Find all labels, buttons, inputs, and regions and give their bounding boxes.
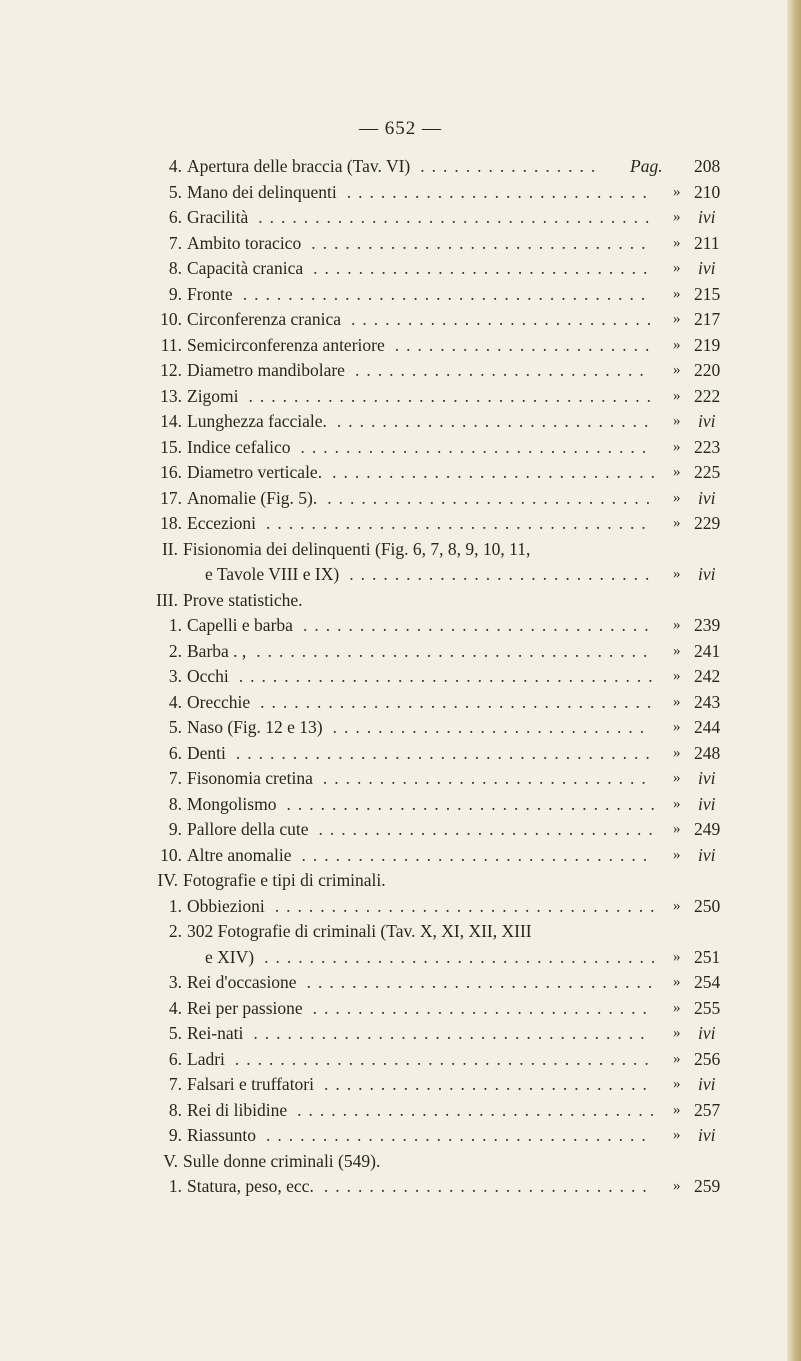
leader-dots: ............................. bbox=[322, 768, 653, 788]
ditto-mark: » bbox=[673, 362, 681, 378]
leader-dots: ............................ bbox=[336, 411, 656, 431]
toc-entry bbox=[0, 996, 801, 1020]
page-number-ref: ivi bbox=[698, 768, 716, 788]
entry-number: 11. bbox=[160, 334, 182, 355]
entry-title: e XIV) bbox=[205, 946, 255, 967]
leader-dots: .............................. bbox=[311, 232, 653, 253]
page-number-ref: 249 bbox=[694, 819, 721, 839]
ditto-mark: » bbox=[673, 744, 681, 761]
entry-number: 5. bbox=[168, 717, 182, 737]
page-number-ref: ivi bbox=[698, 844, 716, 865]
toc-entry bbox=[0, 1123, 801, 1147]
entry-number: 9. bbox=[168, 1125, 182, 1145]
page-number-ref: ivi bbox=[698, 487, 716, 508]
entry-title: Orecchie bbox=[187, 691, 251, 712]
page-number-ref: 225 bbox=[694, 462, 721, 482]
entry-title: Altre anomalie bbox=[187, 844, 292, 865]
ditto-mark: » bbox=[673, 668, 681, 684]
entry-title: Semicirconferenza anteriore bbox=[187, 334, 385, 355]
page-number-ref: ivi bbox=[698, 1125, 716, 1145]
ditto-mark: » bbox=[673, 821, 681, 837]
ditto-mark: » bbox=[673, 260, 681, 276]
page-number-ref: 211 bbox=[694, 232, 720, 253]
entry-number: 8. bbox=[168, 1099, 182, 1120]
page-number-ref: 250 bbox=[694, 895, 721, 916]
page-number-ref: ivi bbox=[698, 1074, 716, 1094]
toc-entry bbox=[0, 384, 801, 408]
entry-number: 12. bbox=[160, 360, 182, 380]
leader-dots: ............................ bbox=[332, 717, 652, 737]
entry-title: Rei d'occasione bbox=[187, 972, 297, 992]
entry-number: 3. bbox=[168, 666, 182, 686]
entry-title: Barba . , bbox=[187, 640, 247, 661]
leader-dots: ............................. bbox=[323, 1176, 654, 1196]
entry-title: Obbiezioni bbox=[187, 895, 265, 916]
toc-entry bbox=[0, 180, 801, 204]
section-numeral: II. bbox=[161, 538, 178, 559]
ditto-mark: » bbox=[673, 515, 681, 531]
entry-title: Ladri bbox=[187, 1048, 225, 1069]
leader-dots: .................................. bbox=[274, 895, 662, 916]
page-number-ref: 251 bbox=[694, 946, 721, 967]
entry-title: Denti bbox=[187, 742, 226, 763]
page-number-ref: 219 bbox=[694, 334, 721, 355]
entry-number: 1. bbox=[168, 895, 182, 916]
entry-number: 13. bbox=[160, 385, 182, 406]
toc-entry bbox=[0, 690, 801, 714]
ditto-mark: » bbox=[673, 795, 681, 812]
entry-title: Rei per passione bbox=[187, 997, 303, 1018]
toc-entry bbox=[0, 1021, 801, 1045]
toc-entry bbox=[0, 435, 801, 459]
toc-entry bbox=[0, 1174, 801, 1198]
toc-entry bbox=[0, 511, 801, 535]
page-number-ref: 229 bbox=[694, 513, 721, 533]
leader-dots: ..................................... bbox=[238, 666, 660, 686]
entry-number: 10. bbox=[160, 309, 182, 329]
leader-dots: .............................. bbox=[313, 258, 655, 278]
entry-title: Capelli e barba bbox=[187, 615, 293, 635]
toc-entry bbox=[0, 766, 801, 790]
entry-number: 2. bbox=[168, 640, 182, 661]
entry-title: Falsari e truffatori bbox=[187, 1074, 314, 1094]
entry-number: 9. bbox=[168, 819, 182, 839]
toc-entry bbox=[0, 868, 801, 892]
ditto-mark: » bbox=[673, 974, 681, 990]
ditto-mark: » bbox=[673, 1025, 681, 1041]
entry-number: 6. bbox=[168, 1048, 182, 1069]
toc-entry bbox=[0, 154, 801, 178]
leader-dots: .................................... bbox=[242, 283, 653, 304]
entry-title: Mano dei delinquenti bbox=[187, 181, 337, 202]
page-number-ref: 222 bbox=[694, 385, 721, 406]
leader-dots: .............................. bbox=[318, 819, 660, 839]
toc-entry bbox=[0, 358, 801, 382]
toc-entry bbox=[0, 256, 801, 280]
entry-number: 4. bbox=[168, 156, 182, 176]
toc-entry bbox=[0, 894, 801, 918]
page-number-ref: 241 bbox=[694, 640, 721, 661]
leader-dots: ................................... bbox=[258, 207, 657, 227]
page-number-ref: 217 bbox=[694, 309, 721, 329]
entry-number: 6. bbox=[168, 207, 182, 227]
entry-number: 4. bbox=[168, 691, 182, 712]
toc-entry bbox=[0, 970, 801, 994]
leader-dots: ............................... bbox=[301, 844, 655, 865]
page-number-ref: 254 bbox=[694, 972, 721, 992]
leader-dots: ................................... bbox=[260, 691, 659, 712]
entry-title: Fisionomia dei delinquenti (Fig. 6, 7, 8, 9, 10, 11, bbox=[183, 538, 531, 559]
entry-number: 8. bbox=[168, 793, 182, 814]
page-number-ref: ivi bbox=[698, 258, 716, 278]
leader-dots: ........................... bbox=[351, 309, 659, 329]
entry-number: 10. bbox=[160, 844, 182, 865]
page-number-ref: 220 bbox=[694, 360, 721, 380]
ditto-mark: » bbox=[673, 183, 681, 200]
page-number-ref: 208 bbox=[694, 156, 721, 176]
toc-entry bbox=[0, 231, 801, 255]
entry-number: 9. bbox=[168, 283, 182, 304]
entry-title: Eccezioni bbox=[187, 513, 256, 533]
entry-number: 18. bbox=[160, 513, 182, 533]
entry-title: Indice cefalico bbox=[187, 436, 291, 457]
ditto-mark: » bbox=[673, 1101, 681, 1118]
toc-entry bbox=[0, 945, 801, 969]
toc-entry bbox=[0, 715, 801, 739]
entry-title: Sulle donne criminali (549). bbox=[183, 1150, 381, 1171]
leader-dots: ........................... bbox=[349, 564, 657, 584]
entry-title: Prove statistiche. bbox=[183, 589, 303, 610]
leader-dots: ............................... bbox=[300, 436, 654, 457]
ditto-mark: » bbox=[673, 719, 681, 735]
toc-entry bbox=[0, 1098, 801, 1122]
entry-title: Capacità cranica bbox=[187, 258, 304, 278]
entry-title: Rei-nati bbox=[187, 1023, 244, 1043]
entry-title: Riassunto bbox=[187, 1125, 257, 1145]
entry-number: 14. bbox=[160, 411, 182, 431]
toc-entry bbox=[0, 205, 801, 229]
entry-title: Apertura delle braccia (Tav. VI) bbox=[187, 156, 411, 176]
toc-entry bbox=[0, 588, 801, 612]
page-number-ref: 223 bbox=[694, 436, 721, 457]
ditto-mark: » bbox=[673, 1050, 681, 1067]
toc-entry bbox=[0, 460, 801, 484]
toc-entry bbox=[0, 741, 801, 765]
ditto-mark: » bbox=[673, 1178, 681, 1194]
ditto-mark: » bbox=[673, 999, 681, 1016]
entry-number: 7. bbox=[168, 1074, 182, 1094]
ditto-mark: » bbox=[673, 566, 681, 582]
entry-number: 6. bbox=[168, 742, 182, 763]
leader-dots: ................................. bbox=[286, 793, 662, 814]
ditto-mark: » bbox=[673, 489, 681, 506]
ditto-mark: » bbox=[673, 311, 681, 327]
entry-title: 302 Fotografie di criminali (Tav. X, XI, XII, XIII bbox=[187, 921, 532, 941]
entry-title: Ambito toracico bbox=[187, 232, 302, 253]
ditto-mark: » bbox=[673, 1076, 681, 1092]
ditto-mark: » bbox=[673, 413, 681, 429]
entry-title: Lunghezza facciale. bbox=[187, 411, 327, 431]
toc-entry bbox=[0, 333, 801, 357]
toc-entry bbox=[0, 613, 801, 637]
ditto-mark: » bbox=[673, 693, 681, 710]
pag-label: Pag. bbox=[630, 156, 663, 176]
page-number-ref: ivi bbox=[698, 411, 716, 431]
toc-entry bbox=[0, 1047, 801, 1071]
toc-entry bbox=[0, 664, 801, 688]
entry-title: Occhi bbox=[187, 666, 229, 686]
leader-dots: .......................... bbox=[354, 360, 651, 380]
page-number-ref: ivi bbox=[698, 1023, 716, 1043]
leader-dots: ............................. bbox=[327, 487, 658, 508]
toc-entry bbox=[0, 817, 801, 841]
toc-entry bbox=[0, 919, 801, 943]
ditto-mark: » bbox=[673, 770, 681, 786]
entry-title: Fisonomia cretina bbox=[187, 768, 313, 788]
toc-entry bbox=[0, 307, 801, 331]
ditto-mark: » bbox=[673, 642, 681, 659]
entry-number: 7. bbox=[168, 232, 182, 253]
page-number-ref: 239 bbox=[694, 615, 721, 635]
entry-number: 17. bbox=[160, 487, 182, 508]
leader-dots: ..................................... bbox=[234, 1048, 656, 1069]
toc-entry bbox=[0, 282, 801, 306]
ditto-mark: » bbox=[673, 617, 681, 633]
entry-title: Gracilità bbox=[187, 207, 249, 227]
section-numeral: IV. bbox=[157, 870, 178, 890]
toc-entry bbox=[0, 639, 801, 663]
toc-entry bbox=[0, 409, 801, 433]
leader-dots: ................ bbox=[420, 156, 603, 176]
entry-title: Anomalie (Fig. 5). bbox=[187, 487, 318, 508]
entry-number: 15. bbox=[160, 436, 182, 457]
leader-dots: ............................... bbox=[306, 972, 660, 992]
entry-number: 1. bbox=[168, 1176, 182, 1196]
page-number-ref: 243 bbox=[694, 691, 721, 712]
page-number-ref: 244 bbox=[694, 717, 721, 737]
ditto-mark: » bbox=[673, 387, 681, 404]
page-number-ref: 255 bbox=[694, 997, 721, 1018]
page-number: — 652 — bbox=[359, 118, 442, 139]
leader-dots: ................................... bbox=[253, 1023, 652, 1043]
ditto-mark: » bbox=[673, 846, 681, 863]
ditto-mark: » bbox=[673, 464, 681, 480]
toc-entry bbox=[0, 562, 801, 586]
entry-number: 5. bbox=[168, 1023, 182, 1043]
entry-title: Circonferenza cranica bbox=[187, 309, 341, 329]
page-number-ref: 257 bbox=[694, 1099, 721, 1120]
leader-dots: ........................... bbox=[346, 181, 654, 202]
section-numeral: V. bbox=[163, 1150, 178, 1171]
leader-dots: .................................. bbox=[266, 1125, 653, 1145]
entry-title: e Tavole VIII e IX) bbox=[205, 564, 340, 584]
ditto-mark: » bbox=[673, 336, 681, 353]
ditto-mark: » bbox=[673, 285, 681, 302]
page-number-ref: 248 bbox=[694, 742, 721, 763]
entry-title: Zigomi bbox=[187, 385, 239, 406]
leader-dots: ................................... bbox=[264, 946, 663, 967]
page-number-ref: 242 bbox=[694, 666, 721, 686]
ditto-mark: » bbox=[673, 438, 681, 455]
entry-number: 3. bbox=[168, 972, 182, 992]
toc-entry bbox=[0, 1149, 801, 1173]
entry-title: Diametro verticale. bbox=[187, 462, 323, 482]
entry-title: Mongolismo bbox=[187, 793, 277, 814]
page-number-ref: ivi bbox=[698, 564, 716, 584]
entry-number: 4. bbox=[168, 997, 182, 1018]
entry-title: Rei di libidine bbox=[187, 1099, 288, 1120]
ditto-mark: » bbox=[673, 948, 681, 965]
entry-title: Fotografie e tipi di criminali. bbox=[183, 870, 386, 890]
toc-entry bbox=[0, 537, 801, 561]
ditto-mark: » bbox=[673, 234, 681, 251]
entry-number: 8. bbox=[168, 258, 182, 278]
page-number-ref: 256 bbox=[694, 1048, 721, 1069]
ditto-mark: » bbox=[673, 1127, 681, 1143]
entry-number: 16. bbox=[160, 462, 182, 482]
page-number-ref: 215 bbox=[694, 283, 721, 304]
page-number-ref: 210 bbox=[694, 181, 721, 202]
leader-dots: ..................................... bbox=[235, 742, 657, 763]
entry-title: Fronte bbox=[187, 283, 233, 304]
toc-entry bbox=[0, 1072, 801, 1096]
page-number-ref: ivi bbox=[698, 793, 716, 814]
entry-number: 7. bbox=[168, 768, 182, 788]
leader-dots: ............................... bbox=[302, 615, 656, 635]
leader-dots: ....................... bbox=[394, 334, 657, 355]
entry-title: Naso (Fig. 12 e 13) bbox=[187, 717, 323, 737]
toc-entry bbox=[0, 486, 801, 510]
toc-entry bbox=[0, 843, 801, 867]
leader-dots: .................................... bbox=[248, 385, 659, 406]
leader-dots: ............................. bbox=[324, 1074, 654, 1094]
entry-number: 5. bbox=[168, 181, 182, 202]
ditto-mark: » bbox=[673, 897, 681, 914]
leader-dots: ................................ bbox=[297, 1099, 662, 1120]
page-number-ref: 259 bbox=[694, 1176, 721, 1196]
leader-dots: ............................. bbox=[332, 462, 662, 482]
section-numeral: III. bbox=[156, 589, 178, 610]
page-number-ref: ivi bbox=[698, 207, 716, 227]
leader-dots: ................................... bbox=[256, 640, 655, 661]
entry-title: Diametro mandibolare bbox=[187, 360, 345, 380]
entry-number: 2. bbox=[168, 921, 182, 941]
leader-dots: .................................. bbox=[265, 513, 653, 533]
leader-dots: .............................. bbox=[312, 997, 654, 1018]
entry-number: 1. bbox=[168, 615, 182, 635]
toc-entry bbox=[0, 792, 801, 816]
ditto-mark: » bbox=[673, 209, 681, 225]
entry-title: Pallore della cute bbox=[187, 819, 309, 839]
entry-title: Statura, peso, ecc. bbox=[187, 1176, 314, 1196]
